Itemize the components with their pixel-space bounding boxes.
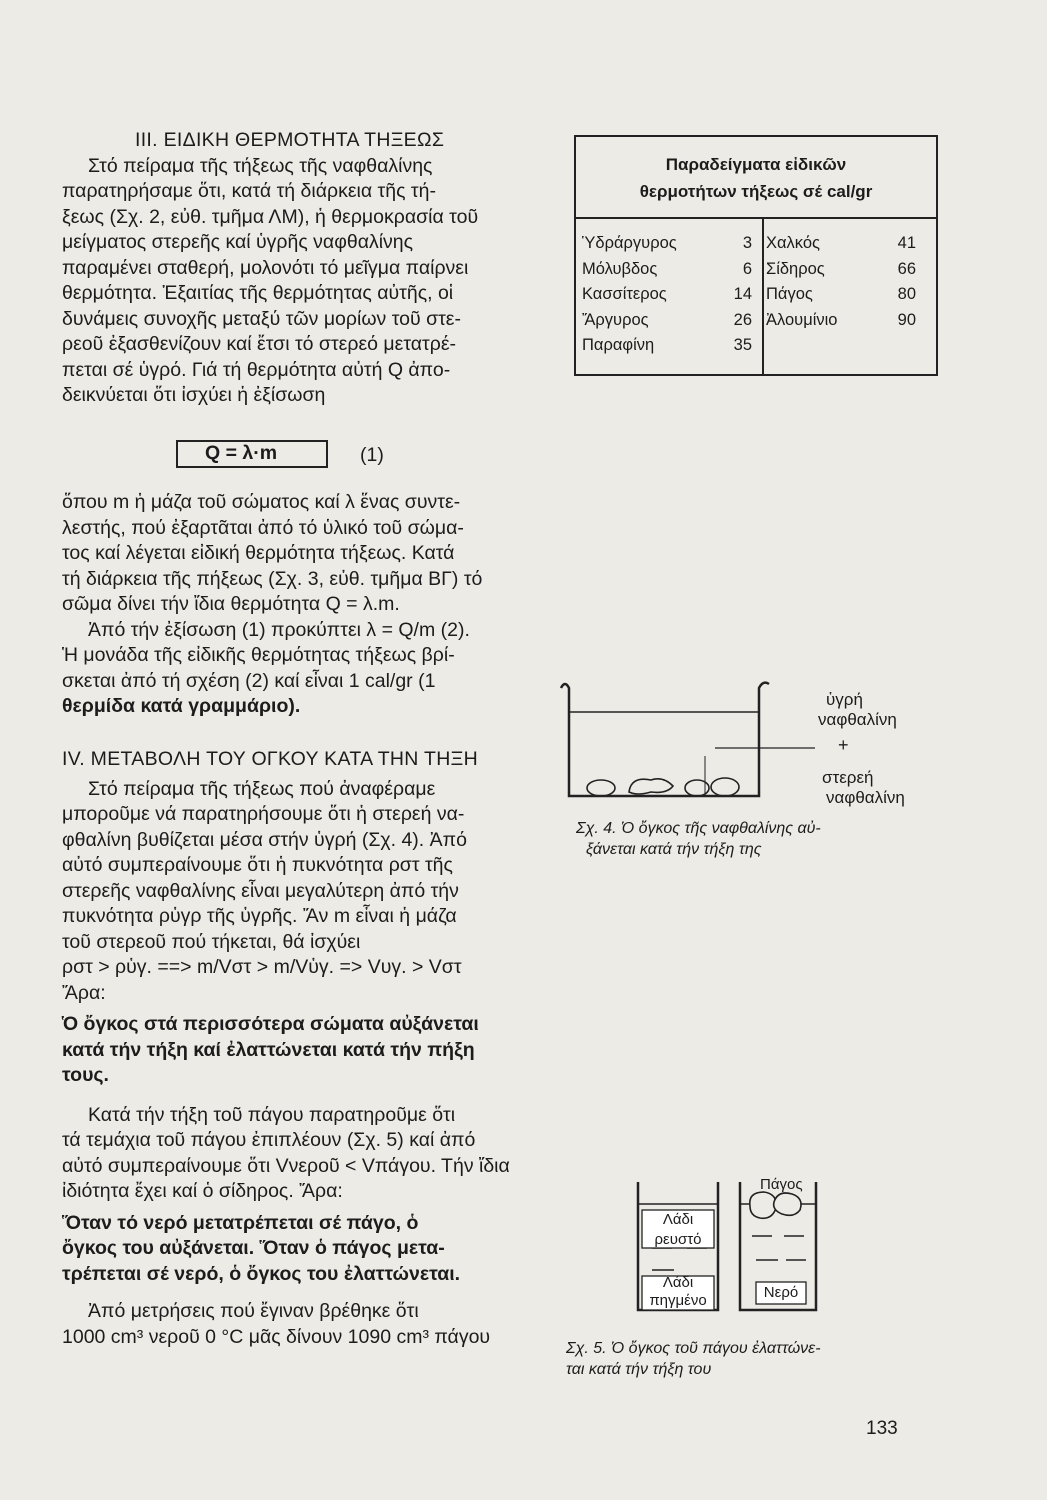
text-line: Ὅταν τό νερό μετατρέπεται σέ πάγο, ὁ: [62, 1211, 419, 1234]
cross-mark: +: [838, 735, 849, 755]
table-left-names: [582, 231, 692, 359]
table-cell: Μόλυβδος: [582, 259, 658, 278]
fig5-caption: [566, 1338, 926, 1380]
text-line: ὅπου m ἡ μάζα τοῦ σώματος καί λ ἕνας συντε-: [62, 491, 461, 513]
text-line: τρέπεται σέ νερό, ὁ ὄγκος του ἐλαττώνεται.: [62, 1262, 461, 1285]
table-cell: 35: [733, 336, 752, 355]
table-title: [576, 137, 936, 219]
text-line: Ἀπό τήν ἐξίσωση (1) προκύπτει λ = Q/m (2).: [88, 618, 470, 641]
text-line: φθαλίνη βυθίζεται μέσα στήν ὑγρή (Σχ. 4). Ἀπό: [62, 828, 467, 851]
fig4-label-solid-line: στερεή: [822, 768, 874, 787]
text-line: Ὁ ὄγκος στά περισσότερα σώματα αὐξάνεται: [62, 1013, 479, 1035]
text-line: μποροῦμε νά παρατηρήσουμε ὅτι ἡ στερεή να-: [62, 803, 465, 825]
table-cell: 66: [897, 259, 916, 278]
text-line: θερμίδα κατά γραμμάριο).: [62, 695, 301, 717]
fig5-label-water: Νερό: [763, 1284, 799, 1301]
text-line: τους.: [62, 1064, 109, 1086]
section-3-heading: III. ΕΙΔΙΚΗ ΘΕΡΜΟΤΗΤΑ ΤΗΞΕΩΣ: [135, 129, 445, 151]
fig5-label-line: Λάδι: [662, 1211, 694, 1228]
text-line: ξεως (Σχ. 2, εὐθ. τμῆμα ΛΜ), ἡ θερμοκρασία τοῦ: [62, 205, 479, 228]
fig5-label-ice: Πάγος: [760, 1176, 803, 1193]
floating-ice-pieces: [750, 1192, 801, 1218]
caption-line: ται κατά τήν τήξη του: [566, 1361, 712, 1378]
table-divider: [762, 219, 764, 374]
text-line: ἰδιότητα ἔχει καί ὁ σίδηρος. Ἄρα:: [62, 1180, 343, 1202]
text-line: τή διάρκεια τῆς πήξεως (Σχ. 3, εὐθ. τμῆμα ΒΓ) τό: [62, 567, 483, 590]
text-line: δυνάμεις συνοχῆς μεταξύ τῶν μορίων τοῦ στε-: [62, 307, 461, 330]
density-relation: ρστ > ρὑγ. ==> m/Vστ > m/Vὑγ. => Vυγ. > Vστ: [62, 956, 462, 978]
caption-line: ξάνεται κατά τήν τήξη της: [586, 841, 762, 858]
section-4-heading: IV. ΜΕΤΑΒΟΛΗ ΤΟΥ ΟΓΚΟΥ ΚΑΤΑ ΤΗΝ ΤΗΞΗ: [62, 748, 478, 770]
text-line: Κατά τήν τήξη τοῦ πάγου παρατηροῦμε ὅτι: [88, 1103, 456, 1126]
text-line: θερμότητα. Ἐξαιτίας τῆς θερμότητας αὐτῆς, οἱ: [62, 282, 454, 304]
section-4-paragraph-2: [62, 1103, 540, 1205]
text-line: δεικνύεται ὅτι ἰσχύει ἡ ἐξίσωση: [62, 384, 326, 406]
table-right-names: [766, 231, 876, 333]
table-title-line: Παραδείγματα εἰδικῶν: [665, 155, 847, 174]
fig4-caption: [576, 818, 916, 860]
text-line: παρατηρήσαμε ὅτι, κατά τή διάρκεια τῆς τή-: [62, 180, 436, 202]
text-line: 1000 cm³ νεροῦ 0 °C μᾶς δίνουν 1090 cm³ πάγου: [62, 1325, 491, 1348]
table-cell: 3: [742, 234, 752, 252]
page-number: 133: [866, 1418, 898, 1439]
table-cell: Χαλκός: [766, 234, 820, 252]
table-title-line: θερμοτήτων τήξεως σέ cal/gr: [639, 182, 873, 201]
text-line: πυκνότητα ρὑγρ τῆς ὑγρῆς. Ἄν m εἶναι ἡ μάζα: [62, 905, 457, 927]
table-cell: 26: [733, 310, 752, 329]
fig4-label-liquid: [818, 690, 897, 730]
text-line: αὐτό συμπεραίνουμε ὅτι Vνεροῦ < Vπάγου. Τήν ἴδια: [62, 1154, 510, 1177]
text-line: ὄγκος του αὐξάνεται. Ὅταν ὁ πάγος μετα-: [62, 1237, 445, 1259]
table-cell: 41: [897, 234, 916, 252]
fig4-label-solid-line: ναφθαλίνη: [826, 788, 905, 807]
text-line: τά τεμάχια τοῦ πάγου ἐπιπλέουν (Σχ. 5) καί ἀπό: [62, 1129, 476, 1151]
caption-line: Σχ. 4. Ὁ ὄγκος τῆς ναφθαλίνης αὐ-: [576, 820, 821, 837]
equation: Q = λ·m: [205, 442, 278, 464]
text-line: Ἄρα:: [62, 981, 106, 1004]
table-cell: 90: [897, 310, 916, 329]
table-right-values: [876, 231, 916, 333]
text-line: Στό πείραμα τῆς τήξεως τῆς ναφθαλίνης: [88, 154, 433, 177]
text-line: σῶμα δίνει τήν ἴδια θερμότητα Q = λ.m.: [62, 593, 400, 615]
figure-4-diagram: [555, 676, 815, 806]
table-cell: Ὑδράργυρος: [582, 234, 677, 252]
table-left-values: [716, 231, 752, 359]
rule-2: [62, 1211, 540, 1288]
text-line: πεται σέ ὑγρό. Γιά τή θερμότητα αὐτή Q ἀπο-: [62, 358, 451, 381]
text-line: Ἡ μονάδα τῆς εἰδικῆς θερμότητας τήξεως βρί-: [62, 644, 455, 666]
section-3: [62, 128, 540, 409]
rule-1: [62, 1012, 540, 1089]
table-cell: Πάγος: [766, 285, 813, 304]
text-line: αὐτό συμπεραίνουμε ὅτι ἡ πυκνότητα ρστ τῆς: [62, 854, 453, 876]
table-cell: Σίδηρος: [766, 259, 825, 278]
table-cell: Ἀλουμίνιο: [766, 310, 838, 329]
fig5-label-line: ρευστό: [654, 1231, 702, 1248]
fig4-label-liquid-line: ναφθαλίνη: [818, 710, 897, 729]
fig4-label-solid: [820, 768, 905, 808]
text-line: τοῦ στερεοῦ πού τήκεται, θά ἰσχύει: [62, 930, 361, 953]
text-line: κατά τήν τήξη καί ἐλαττώνεται κατά τήν πήξη: [62, 1038, 475, 1061]
text-line: Στό πείραμα τῆς τήξεως πού ἀναφέραμε: [88, 777, 436, 800]
text-line: μείγματος στερεῆς καί ὑγρῆς ναφθαλίνης: [62, 231, 414, 253]
solid-naphthalene-pieces: [587, 778, 739, 796]
fig5-label-line: πηγμένο: [649, 1292, 707, 1309]
table-cell: 80: [897, 285, 916, 304]
section-4: [62, 747, 540, 1350]
fig5-label-oil-liquid: [642, 1210, 714, 1250]
table-cell: Κασσίτερος: [582, 285, 667, 304]
beaker-outline: [561, 683, 769, 796]
table-cell: Παραφίνη: [582, 336, 655, 355]
text-line: σκεται ἀπό τή σχέση (2) καί εἶναι 1 cal/gr (1: [62, 669, 436, 692]
text-line: στερεῆς ναφθαλίνης εἶναι μεγαλύτερη ἀπό τήν: [62, 879, 459, 902]
text-line: Ἀπό μετρήσεις πού ἔγιναν βρέθηκε ὅτι: [88, 1300, 419, 1322]
text-line: τος καί λέγεται εἰδική θερμότητα τήξεως. Κατά: [62, 542, 455, 564]
section-3-continued: [62, 490, 540, 720]
section-4-paragraph-3: [62, 1299, 540, 1350]
fig5-label-line: Λάδι: [662, 1274, 694, 1291]
caption-line: Σχ. 5. Ὁ ὄγκος τοῦ πάγου ἐλαττώνε-: [566, 1340, 821, 1357]
equation-number: (1): [360, 444, 384, 466]
text-line: λεστής, πού ἐξαρτᾶται ἀπό τό ὑλικό τοῦ σώμα-: [62, 516, 464, 539]
table-cell: Ἄργυρος: [582, 310, 649, 329]
specific-heat-table: [574, 135, 938, 376]
text-line: ρεοῦ ἐξασθενίζουν καί ἔτσι τό στερεό μετατρέ-: [62, 333, 457, 355]
fig4-label-liquid-line: ὑγρή: [826, 690, 863, 709]
table-cell: 14: [733, 285, 752, 304]
table-cell: 6: [742, 259, 752, 278]
fig5-label-oil-solid: [642, 1274, 714, 1310]
text-line: παραμένει σταθερή, μολονότι τό μεῖγμα παίρνει: [62, 256, 469, 279]
section-3-paragraph: [62, 154, 540, 409]
